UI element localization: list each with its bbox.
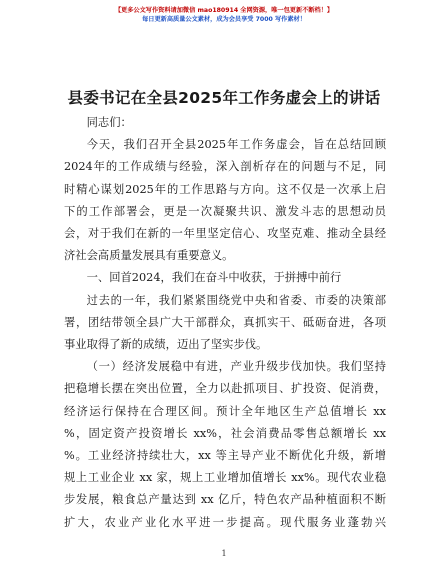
header-banner [0, 6, 448, 24]
paragraph-line: 下的工作部署会，更是一次凝聚共识、激发斗志的思想动员 [64, 204, 386, 218]
intro-paragraph [64, 134, 386, 267]
paragraph-line: 规上工业企业 xx 家，规上工业增加值增长 xx%。现代农业稳 [64, 471, 386, 485]
paragraph-line: 扩大，农业产业化水平进一步提高。现代服务业蓬勃兴 [64, 515, 386, 529]
section-heading [64, 267, 386, 289]
document-title: 县委书记在全县2025年工作务虚会上的讲话 [67, 89, 381, 107]
paragraph-line: 署，团结带领全县广大干部群众，真抓实干、砥砺奋进，各项 [64, 315, 386, 329]
paragraph-line: 经济运行保持在合理区间。预计全年地区生产总值增长 xx [64, 404, 386, 418]
paragraph-line: 过去的一年，我们紧紧围绕党中央和省委、市委的决策部 [86, 293, 386, 307]
subsection1-paragraph [64, 356, 386, 534]
paragraph-line: %，固定资产投资增长 xx%，社会消费品零售总额增长 xx [64, 426, 386, 440]
paragraph-line: 会，对于我们在新的一年里坚定信心、攻坚克难、推动全县经 [64, 227, 386, 241]
subsection-text: 我们坚持 [338, 360, 386, 374]
salutation [64, 112, 386, 134]
subsection-heading: （一）经济发展稳中有进，产业升级步伐加快。 [86, 360, 339, 374]
paragraph-line [64, 356, 386, 378]
paragraph-line: 济社会高质量发展具有重要意义。 [64, 249, 234, 263]
banner-line-update: 每日更新高质量公文素材，成为会员享受 7000 写作素材！ [142, 16, 306, 23]
section-heading-text: 一、回首2024，我们在奋斗中收获，于拼搏中前行 [86, 271, 342, 285]
paragraph-line: 事业取得了新的成绩，迈出了坚实步伐。 [64, 338, 268, 352]
paragraph-line: 步发展，粮食总产量达到 xx 亿斤，特色农产品种植面积不断 [64, 493, 386, 507]
banner-line-promo: 【更多公文写作资料请加微信 mao180914 全网资源，唯一包更新不断档！】 [114, 7, 334, 14]
paragraph-line: %。工业经济持续壮大，xx 等主导产业不断优化升级，新增 [64, 449, 386, 463]
document-body [64, 112, 386, 534]
salutation-text: 同志们： [86, 116, 132, 129]
paragraph-line: 2024年的工作成绩与经验，深入剖析存在的问题与不足，同 [64, 160, 386, 174]
paragraph-line: 把稳增长摆在突出位置，全力以赴抓项目、扩投资、促消费， [64, 382, 386, 396]
section1-paragraph [64, 290, 386, 357]
paragraph-line: 时精心谋划2025年的工作思路与方向。这不仅是一次承上启 [64, 182, 386, 196]
paragraph-line: 今天，我们召开全县2025年工作务虚会，旨在总结回顾 [86, 138, 386, 152]
page-number: 1 [221, 549, 227, 558]
